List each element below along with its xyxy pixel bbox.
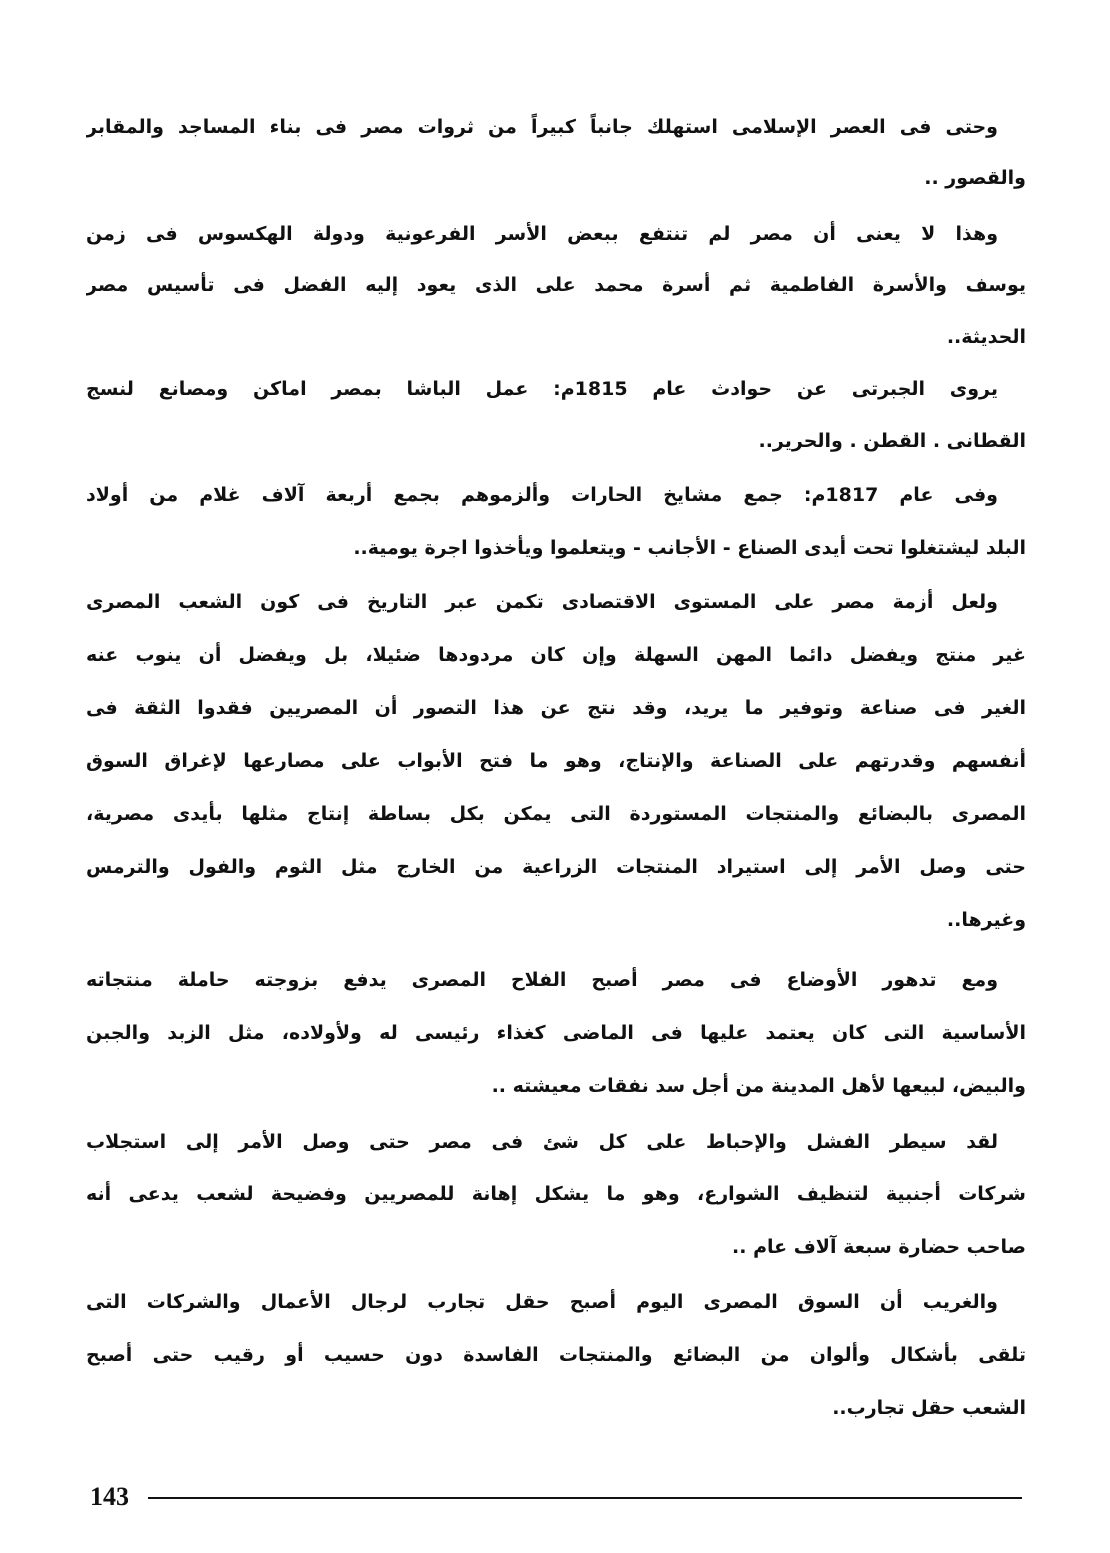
footer-rule — [148, 1497, 1022, 1499]
paragraph-first-line: وفى عام 1817م: جمع مشايخ الحارات وألزموهم بجمع أربعة آلاف غلام من أولاد — [86, 484, 998, 506]
paragraph-first-line: لقد سيطر الفشل والإحباط على كل شئ فى مصر حتى وصل الأمر إلى استجلاب — [86, 1131, 998, 1153]
page-number: 143 — [90, 1482, 129, 1511]
paragraph-line: صاحب حضارة سبعة آلاف عام .. — [732, 1236, 1026, 1258]
paragraph-first-line: والغريب أن السوق المصرى اليوم أصبح حقل تجارب لرجال الأعمال والشركات التى — [86, 1291, 998, 1313]
paragraph-line: أنفسهم وقدرتهم على الصناعة والإنتاج، وهو ما فتح الأبواب على مصارعها لإغراق السوق — [86, 750, 1026, 772]
paragraph-line: البلد ليشتغلوا تحت أيدى الصناع - الأجانب - ويتعلموا ويأخذوا اجرة يومية.. — [353, 537, 1026, 559]
paragraph-line: والبيض، لبيعها لأهل المدينة من أجل سد نفقات معيشته .. — [491, 1075, 1026, 1097]
paragraph-line: حتى وصل الأمر إلى استيراد المنتجات الزراعية من الخارج مثل الثوم والفول والترمس — [86, 856, 1026, 878]
paragraph-line: القطانى . القطن . والحرير.. — [758, 430, 1026, 452]
paragraph-first-line: ولعل أزمة مصر على المستوى الاقتصادى تكمن عبر التاريخ فى كون الشعب المصرى — [86, 591, 998, 613]
paragraph-line: تلقى بأشكال وألوان من البضائع والمنتجات الفاسدة دون حسيب أو رقيب حتى أصبح — [86, 1344, 1026, 1366]
paragraph-line: يوسف والأسرة الفاطمية ثم أسرة محمد على الذى يعود إليه الفضل فى تأسيس مصر — [86, 274, 1026, 296]
paragraph-first-line: وحتى فى العصر الإسلامى استهلك جانباً كبيراً من ثروات مصر فى بناء المساجد والمقابر — [86, 116, 998, 138]
paragraph-line: شركات أجنبية لتنظيف الشوارع، وهو ما يشكل إهانة للمصريين وفضيحة لشعب يدعى أنه — [86, 1183, 1026, 1205]
paragraph-first-line: يروى الجبرتى عن حوادث عام 1815م: عمل الباشا بمصر اماكن ومصانع لنسج — [86, 378, 998, 400]
paragraph-line: والقصور .. — [924, 167, 1026, 189]
paragraph-line: الغير فى صناعة وتوفير ما يريد، وقد نتج عن هذا التصور أن المصريين فقدوا الثقة فى — [86, 697, 1026, 719]
paragraph-line: الحديثة.. — [946, 326, 1026, 348]
paragraph-line: المصرى بالبضائع والمنتجات المستوردة التى يمكن بكل بساطة إنتاج مثلها بأيدى مصرية، — [86, 803, 1026, 825]
paragraph-line: الأساسية التى كان يعتمد عليها فى الماضى كغذاء رئيسى له ولأولاده، مثل الزبد والجبن — [86, 1022, 1026, 1044]
paragraph-line: وغيرها.. — [946, 909, 1026, 931]
paragraph-first-line: ومع تدهور الأوضاع فى مصر أصبح الفلاح المصرى يدفع بزوجته حاملة منتجاته — [86, 969, 998, 991]
paragraph-line: غير منتج ويفضل دائما المهن السهلة وإن كان مردودها ضئيلا، بل ويفضل أن ينوب عنه — [86, 644, 1026, 666]
paragraph-first-line: وهذا لا يعنى أن مصر لم تنتفع ببعض الأسر الفرعونية ودولة الهكسوس فى زمن — [86, 223, 998, 245]
paragraph-line: الشعب حقل تجارب.. — [832, 1397, 1026, 1419]
